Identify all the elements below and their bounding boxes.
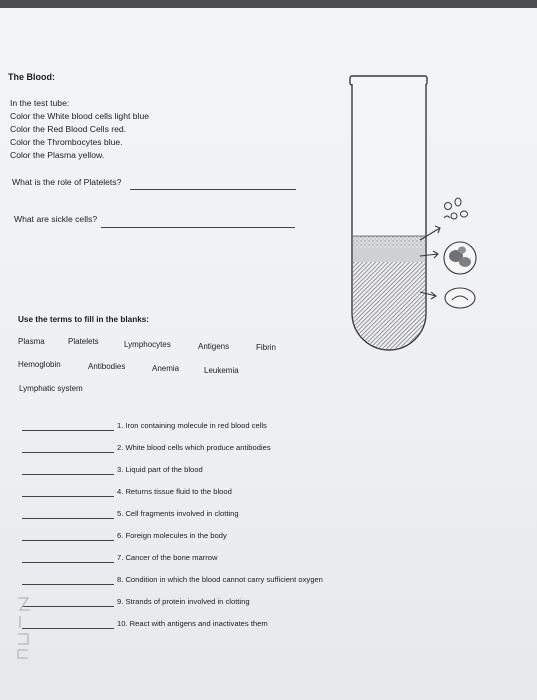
question-sickle-cells: What are sickle cells? — [14, 214, 98, 224]
answer-line-sickle-cells[interactable] — [101, 227, 295, 228]
blank-definition: 1. Iron containing molecule in red blood cells — [117, 421, 267, 430]
blank-line[interactable] — [22, 430, 114, 431]
tube-rim — [350, 76, 427, 85]
term-fibrin: Fibrin — [256, 343, 277, 352]
blank-line[interactable] — [22, 518, 114, 519]
term-lymphocytes: Lymphocytes — [124, 340, 171, 349]
blank-definition: 7. Cancer of the bone marrow — [117, 553, 218, 562]
arrow-icon — [420, 228, 440, 240]
blank-definition: 3. Liquid part of the blood — [117, 465, 203, 474]
terms-heading: Use the terms to fill in the blanks: — [18, 315, 150, 324]
blank-definition: 9. Strands of protein involved in clotting — [117, 597, 250, 606]
instruction-line: Color the Thrombocytes blue. — [10, 137, 123, 147]
blood-cell-illustrations — [418, 192, 488, 312]
blank-definition: 4. Returns tissue fluid to the blood — [117, 487, 232, 496]
blank-line[interactable] — [22, 452, 114, 453]
platelets-icon — [444, 198, 468, 219]
red-blood-cell-icon — [445, 288, 475, 308]
question-platelets: What is the role of Platelets? — [12, 177, 122, 187]
worksheet-title: The Blood: — [8, 72, 55, 82]
instruction-line: In the test tube: — [10, 98, 70, 108]
red-cell-layer — [353, 262, 425, 349]
answer-line-platelets[interactable] — [130, 189, 296, 190]
instruction-line: Color the White blood cells light blue — [10, 111, 150, 121]
term-plasma: Plasma — [18, 337, 45, 346]
instruction-line: Color the Plasma yellow. — [10, 150, 105, 160]
term-hemoglobin: Hemoglobin — [18, 360, 61, 369]
top-bar — [0, 0, 537, 8]
term-antigens: Antigens — [198, 342, 230, 351]
platelet-layer — [353, 236, 425, 248]
blank-definition: 2. White blood cells which produce antibodies — [117, 443, 271, 452]
blank-definition: 6. Foreign molecules in the body — [117, 531, 227, 540]
blank-line[interactable] — [22, 496, 114, 497]
term-leukemia: Leukemia — [204, 366, 239, 375]
blank-definition: 5. Cell fragments involved in clotting — [117, 509, 239, 518]
white-cell-layer — [353, 248, 425, 262]
term-lymphatic-system: Lymphatic system — [19, 384, 83, 393]
blank-line[interactable] — [22, 584, 114, 585]
instruction-line: Color the Red Blood Cells red. — [10, 124, 127, 134]
blank-line[interactable] — [22, 540, 114, 541]
pencil-marks — [12, 594, 42, 664]
blank-definition: 10. React with antigens and inactivates them — [117, 619, 268, 628]
term-platelets: Platelets — [68, 337, 99, 346]
blank-line[interactable] — [22, 474, 114, 475]
term-antibodies: Antibodies — [88, 362, 126, 371]
white-blood-cell-icon — [444, 242, 476, 274]
blank-definition: 8. Condition in which the blood cannot carry sufficient oxygen — [117, 575, 323, 584]
term-anemia: Anemia — [152, 364, 180, 373]
blank-line[interactable] — [22, 562, 114, 563]
